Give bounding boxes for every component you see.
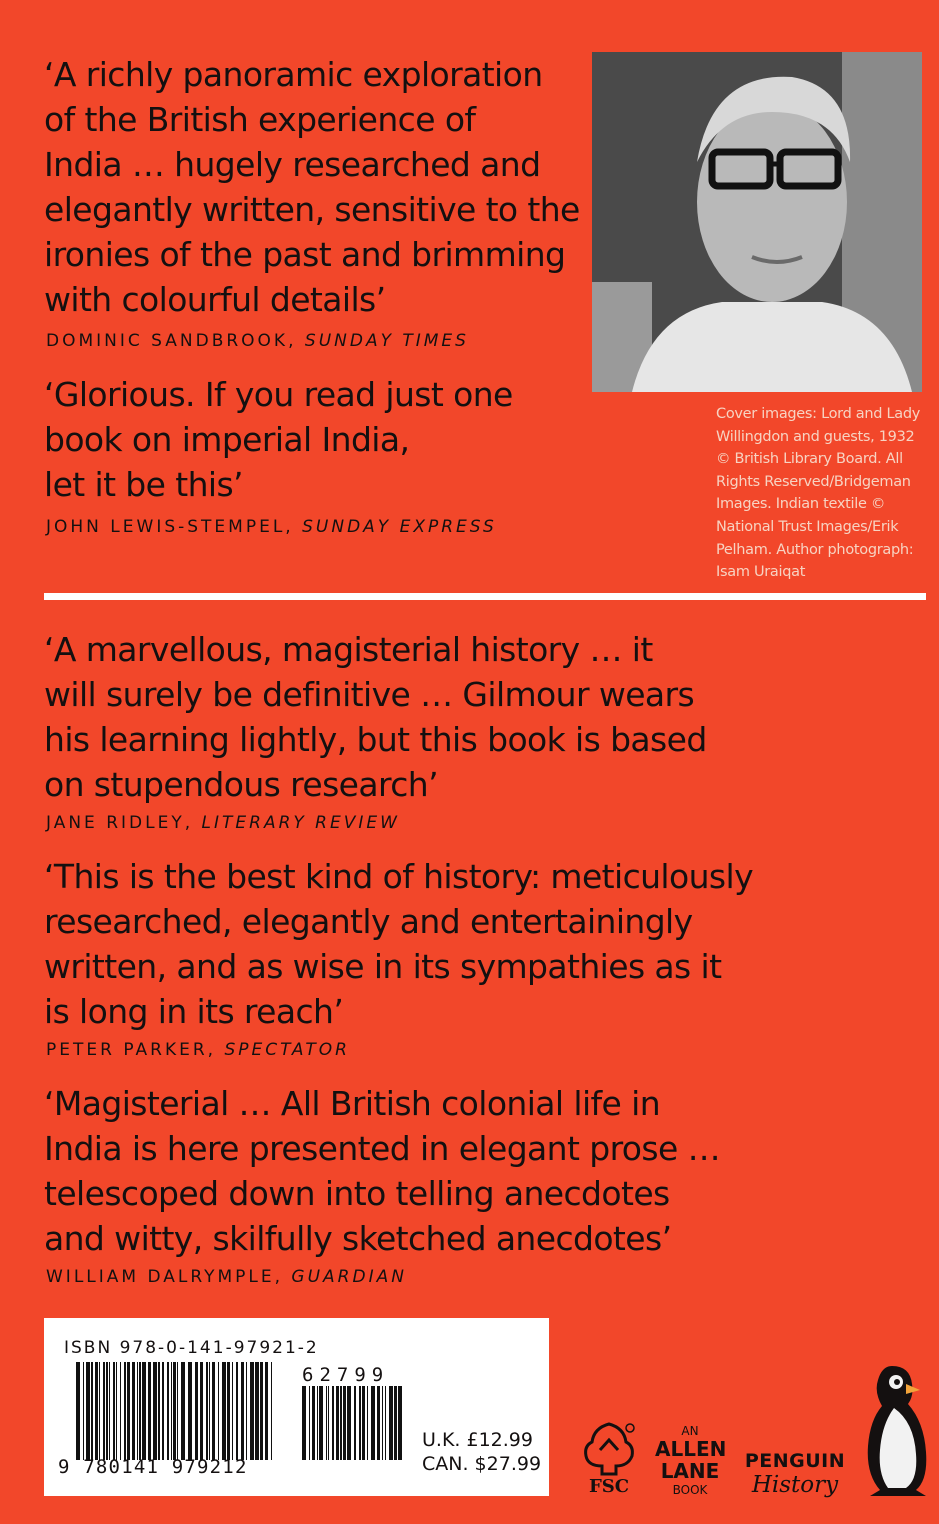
price-text: U.K. £12.99 CAN. $27.99 bbox=[422, 1429, 542, 1475]
barcode-bar bbox=[86, 1362, 90, 1460]
barcode-bar bbox=[95, 1362, 98, 1460]
fsc-label: FSC bbox=[588, 1476, 630, 1497]
barcode-bar bbox=[398, 1386, 402, 1460]
barcode-bar bbox=[218, 1362, 219, 1460]
allen-lane-allen: ALLEN bbox=[655, 1437, 727, 1461]
barcode-bar bbox=[171, 1362, 172, 1460]
allen-lane-lane: LANE bbox=[660, 1459, 720, 1483]
barcode-bar bbox=[394, 1386, 397, 1460]
attribution-source: GUARDIAN bbox=[291, 1267, 407, 1287]
allen-lane-book: BOOK bbox=[672, 1483, 708, 1497]
barcode-bar bbox=[371, 1386, 375, 1460]
main-barcode bbox=[76, 1362, 276, 1460]
barcode-bar bbox=[209, 1362, 210, 1460]
quote-ridley: ‘A marvellous, magisterial history … it will surely be definitive … Gilmour wears his learning lightly, but this book is based on stupendous research’ bbox=[44, 630, 707, 804]
author-portrait-image bbox=[592, 52, 922, 392]
barcode-bar bbox=[132, 1362, 135, 1460]
barcode-bar bbox=[382, 1386, 383, 1460]
fsc-tree-icon bbox=[578, 1420, 640, 1478]
barcode-bar bbox=[389, 1386, 393, 1460]
quote-dalrymple: ‘Magisterial … All British colonial life in India is here presented in elegant prose … telescoped down into telling anecdotes and witty, skilfully sketched anecdotes’ bbox=[44, 1084, 720, 1258]
barcode-bar bbox=[148, 1362, 151, 1460]
barcode-bar bbox=[139, 1362, 141, 1460]
author-photo bbox=[592, 52, 922, 392]
barcode-bar bbox=[241, 1362, 244, 1460]
quote-sandbrook: ‘A richly panoramic exploration of the British experience of India … hugely researched and elegantly written, sensitive to the ironies of the past and brimming with colourful details’ bbox=[44, 55, 580, 319]
barcode-bar bbox=[271, 1362, 272, 1460]
fsc-logo bbox=[578, 1420, 640, 1500]
addon-barcode bbox=[302, 1386, 402, 1460]
barcode-bar bbox=[200, 1362, 203, 1460]
barcode-bar bbox=[362, 1386, 365, 1460]
quote-parker: ‘This is the best kind of history: meticulously researched, elegantly and entertainingly written, and as wise in its sympathies as it is long in its reach’ bbox=[44, 857, 753, 1031]
barcode-bar bbox=[153, 1362, 157, 1460]
isbn-text: ISBN 978-0-141-97921-2 bbox=[64, 1338, 319, 1358]
barcode-bar bbox=[158, 1362, 160, 1460]
barcode-bar bbox=[246, 1362, 247, 1460]
barcode-bar bbox=[142, 1362, 146, 1460]
barcode-bar bbox=[265, 1362, 268, 1460]
barcode-bar bbox=[359, 1386, 361, 1460]
barcode-bar bbox=[317, 1386, 318, 1460]
barcode-bar bbox=[76, 1362, 80, 1460]
barcode-bar bbox=[312, 1386, 315, 1460]
barcode-bar bbox=[137, 1362, 138, 1460]
barcode-bar bbox=[332, 1386, 334, 1460]
barcode-bar bbox=[120, 1362, 121, 1460]
barcode-bar bbox=[255, 1362, 259, 1460]
barcode-bar bbox=[173, 1362, 176, 1460]
addon-digits: 62799 bbox=[302, 1364, 390, 1386]
attribution-parker bbox=[46, 1040, 350, 1060]
attribution-author: JANE RIDLEY, bbox=[46, 813, 194, 833]
barcode-digits: 9 780141 979212 bbox=[58, 1456, 248, 1478]
barcode-bar bbox=[103, 1362, 105, 1460]
barcode-panel bbox=[44, 1318, 549, 1496]
barcode-bar bbox=[302, 1386, 306, 1460]
barcode-bar bbox=[340, 1386, 342, 1460]
barcode-bar bbox=[227, 1362, 230, 1460]
penguin-icon bbox=[862, 1362, 930, 1498]
barcode-bar bbox=[167, 1362, 169, 1460]
barcode-bar bbox=[188, 1362, 192, 1460]
barcode-bar bbox=[127, 1362, 130, 1460]
penguin-label: PENGUIN bbox=[744, 1450, 846, 1472]
allen-lane-an: AN bbox=[681, 1424, 699, 1438]
attribution-ridley bbox=[46, 813, 400, 833]
barcode-bar bbox=[319, 1386, 323, 1460]
barcode-bar bbox=[328, 1386, 329, 1460]
barcode-bar bbox=[116, 1362, 117, 1460]
attribution-source: SUNDAY TIMES bbox=[304, 331, 469, 351]
barcode-bar bbox=[309, 1386, 310, 1460]
cover-credits: Cover images: Lord and Lady Willingdon and guests, 1932 © British Library Board. All Rights Reserved/Bridgeman Images. Indian textile © National Trust Images/Erik Pelham. Author photograph: Isam Uraiqat bbox=[716, 406, 921, 581]
attribution-sandbrook bbox=[46, 331, 469, 351]
barcode-bar bbox=[222, 1362, 226, 1460]
barcode-bar bbox=[343, 1386, 346, 1460]
barcode-bar bbox=[83, 1362, 84, 1460]
barcode-bar bbox=[109, 1362, 110, 1460]
barcode-bar bbox=[177, 1362, 178, 1460]
barcode-bar bbox=[106, 1362, 108, 1460]
barcode-bar bbox=[347, 1386, 351, 1460]
attribution-dalrymple bbox=[46, 1267, 407, 1287]
barcode-bar bbox=[181, 1362, 185, 1460]
barcode-bar bbox=[206, 1362, 208, 1460]
attribution-author: JOHN LEWIS-STEMPEL, bbox=[46, 517, 294, 537]
barcode-bar bbox=[354, 1386, 356, 1460]
attribution-lewis-stempel bbox=[46, 517, 497, 537]
barcode-bar bbox=[91, 1362, 93, 1460]
barcode-bar bbox=[99, 1362, 100, 1460]
attribution-author: DOMINIC SANDBROOK, bbox=[46, 331, 297, 351]
barcode-bar bbox=[212, 1362, 215, 1460]
barcode-bar bbox=[336, 1386, 339, 1460]
barcode-bar bbox=[385, 1386, 386, 1460]
barcode-bar bbox=[236, 1362, 238, 1460]
barcode-bar bbox=[250, 1362, 254, 1460]
history-label: History bbox=[751, 1472, 839, 1498]
attribution-source: SUNDAY EXPRESS bbox=[302, 517, 497, 537]
barcode-bar bbox=[232, 1362, 233, 1460]
barcode-bar bbox=[124, 1362, 126, 1460]
barcode-bar bbox=[113, 1362, 115, 1460]
barcode-bar bbox=[326, 1386, 327, 1460]
attribution-source: LITERARY REVIEW bbox=[201, 813, 400, 833]
barcode-bar bbox=[367, 1386, 368, 1460]
barcode-bar bbox=[195, 1362, 198, 1460]
attribution-source: SPECTATOR bbox=[224, 1040, 350, 1060]
allen-lane-logo bbox=[655, 1424, 725, 1500]
barcode-bar bbox=[260, 1362, 263, 1460]
attribution-author: WILLIAM DALRYMPLE, bbox=[46, 1267, 284, 1287]
barcode-bar bbox=[162, 1362, 164, 1460]
barcode-bar bbox=[377, 1386, 380, 1460]
divider bbox=[44, 593, 926, 600]
quote-lewis-stempel: ‘Glorious. If you read just one book on imperial India, let it be this’ bbox=[44, 375, 513, 504]
attribution-author: PETER PARKER, bbox=[46, 1040, 217, 1060]
